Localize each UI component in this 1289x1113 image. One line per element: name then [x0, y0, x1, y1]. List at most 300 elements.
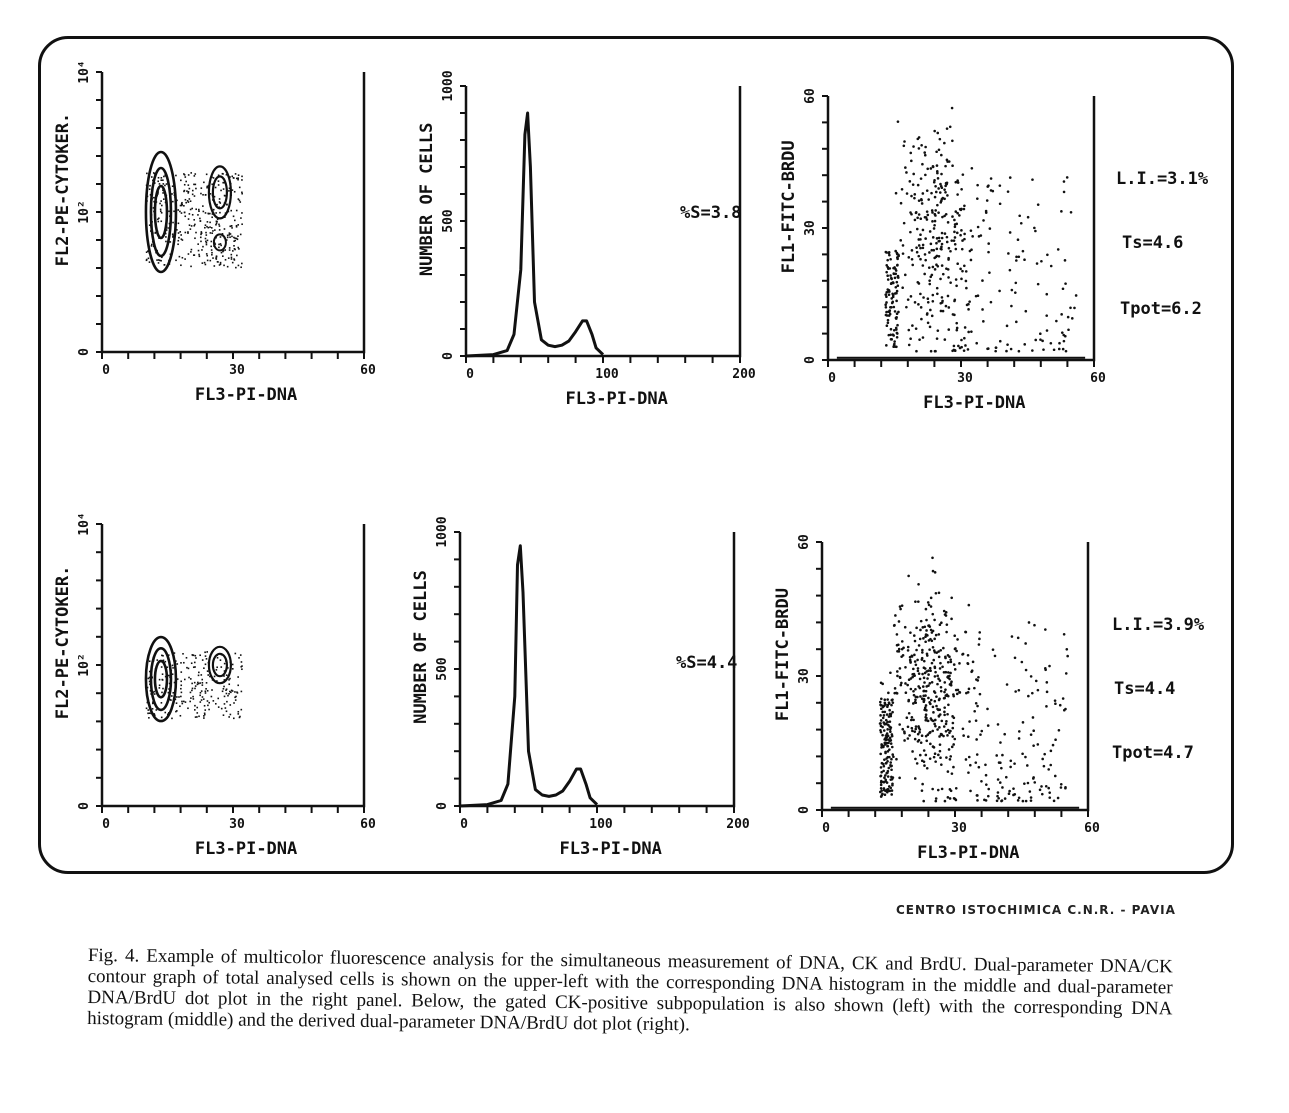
brdu-dot: [927, 673, 930, 676]
brdu-dot: [956, 693, 959, 696]
brdu-dot: [1032, 744, 1035, 747]
x-tick-label: 200: [726, 817, 750, 832]
brdu-dot: [890, 765, 893, 768]
brdu-dot: [915, 649, 918, 652]
contour-dot: [233, 215, 235, 217]
brdu-dot: [907, 726, 910, 729]
brdu-dot: [931, 662, 934, 665]
x-axis-label: FL3-PI-DNA: [923, 393, 1026, 413]
brdu-dot: [923, 151, 926, 154]
brdu-dot: [893, 340, 896, 343]
contour-dot: [148, 678, 150, 680]
contour-dot: [211, 241, 213, 243]
x-axis-label: FL3-PI-DNA: [194, 385, 298, 405]
brdu-dot: [1054, 699, 1057, 702]
brdu-dot: [1061, 331, 1064, 334]
brdu-dot: [1027, 695, 1030, 698]
brdu-dot: [891, 733, 894, 736]
brdu-dot: [952, 313, 955, 316]
brdu-dot: [923, 699, 926, 702]
brdu-dot: [935, 191, 938, 194]
contour-dot: [217, 261, 219, 263]
brdu-dot: [913, 634, 916, 637]
brdu-dot: [1064, 787, 1067, 790]
contour-dot: [149, 712, 151, 714]
brdu-dot: [1063, 180, 1066, 183]
brdu-dot: [915, 211, 918, 214]
brdu-dot: [930, 605, 933, 608]
brdu-dot: [923, 626, 926, 629]
brdu-dot: [1062, 697, 1065, 700]
brdu-dot: [921, 783, 924, 786]
contour-dot: [226, 688, 228, 690]
brdu-dot: [971, 669, 974, 672]
brdu-dot: [925, 709, 928, 712]
brdu-dot: [1054, 702, 1057, 705]
contour-dot: [172, 665, 174, 667]
contour-dot: [205, 238, 207, 240]
brdu-dot: [1007, 190, 1010, 193]
brdu-dot: [978, 235, 981, 238]
brdu-dot: [1015, 259, 1018, 262]
brdu-dot: [1030, 733, 1033, 736]
brdu-dot: [887, 278, 890, 281]
brdu-dot: [1031, 178, 1034, 181]
contour-dot: [211, 216, 213, 218]
contour-dot: [190, 209, 192, 211]
brdu-dot: [919, 233, 922, 236]
brdu-dot: [974, 761, 977, 764]
contour-dot: [159, 684, 161, 686]
brdu-dot: [917, 600, 920, 603]
brdu-dot: [955, 650, 958, 653]
brdu-dot: [939, 679, 942, 682]
brdu-dot: [987, 242, 990, 245]
brdu-dot: [943, 142, 946, 145]
brdu-dot: [935, 705, 938, 708]
brdu-dot: [968, 756, 971, 759]
brdu-dot: [934, 760, 937, 763]
brdu-dot: [931, 631, 934, 634]
brdu-dot: [934, 185, 937, 188]
brdu-dot: [935, 242, 938, 245]
brdu-dot: [996, 799, 999, 802]
brdu-dot: [1028, 621, 1031, 624]
x-axis-label: FL3-PI-DNA: [559, 839, 662, 859]
y-tick-label: 10²: [77, 200, 92, 224]
brdu-dot: [1047, 787, 1050, 790]
brdu-dot: [928, 266, 931, 269]
contour-dot: [152, 708, 154, 710]
contour-dot: [200, 241, 202, 243]
brdu-dot: [915, 246, 918, 249]
brdu-dot: [937, 187, 940, 190]
brdu-dot: [922, 244, 925, 247]
brdu-dot: [920, 144, 923, 147]
brdu-dot: [889, 787, 892, 790]
brdu-dot: [946, 236, 949, 239]
brdu-dot: [886, 288, 889, 291]
contour-dot: [235, 267, 237, 269]
contour-dot: [160, 211, 162, 213]
brdu-dot: [884, 751, 887, 754]
brdu-dot: [1049, 764, 1052, 767]
brdu-dot: [918, 199, 921, 202]
brdu-dot: [949, 126, 952, 129]
contour-dot: [176, 696, 178, 698]
brdu-dot: [1015, 321, 1018, 324]
contour-dot: [218, 184, 220, 186]
contour-dot: [227, 266, 229, 268]
brdu-dot: [934, 209, 937, 212]
contour-dot: [215, 703, 217, 705]
brdu-dot: [884, 711, 887, 714]
brdu-dot: [958, 691, 961, 694]
contour-dot: [179, 256, 181, 258]
brdu-dot: [906, 684, 909, 687]
brdu-dot: [907, 329, 910, 332]
brdu-dot: [907, 646, 910, 649]
brdu-dot: [883, 705, 886, 708]
x-tick-label: 60: [360, 817, 376, 832]
brdu-dot: [1046, 691, 1049, 694]
brdu-dot: [1037, 203, 1040, 206]
contour-dot: [184, 212, 186, 214]
contour-dot: [231, 236, 233, 238]
brdu-dot: [965, 758, 968, 761]
brdu-dot: [924, 253, 927, 256]
contour-dot: [220, 666, 222, 668]
brdu-dot: [913, 193, 916, 196]
brdu-dot: [889, 730, 892, 733]
contour-dot: [177, 243, 179, 245]
brdu-dot: [884, 778, 887, 781]
brdu-dot: [975, 678, 978, 681]
contour-dot: [234, 220, 236, 222]
contour-dot: [219, 225, 221, 227]
brdu-dot: [990, 189, 993, 192]
brdu-dot: [892, 776, 895, 779]
brdu-dot: [914, 698, 917, 701]
brdu-dot: [932, 300, 935, 303]
x-tick-label: 0: [102, 363, 110, 378]
brdu-dot: [1067, 328, 1070, 331]
y-tick-label: 60: [797, 534, 812, 550]
contour-dot: [157, 221, 159, 223]
brdu-dot: [1017, 238, 1020, 241]
annotation-label: %S=4.4: [676, 653, 738, 673]
contour-dot: [231, 227, 233, 229]
brdu-dot: [887, 321, 890, 324]
brdu-dot: [920, 741, 923, 744]
x-tick-label: 100: [589, 817, 613, 832]
contour-dot: [165, 236, 167, 238]
brdu-dot: [945, 305, 948, 308]
brdu-dot: [947, 295, 950, 298]
brdu-dot: [947, 276, 950, 279]
x-tick-label: 0: [828, 371, 836, 386]
brdu-dot: [910, 688, 913, 691]
contour-dot: [186, 667, 188, 669]
contour-dot: [228, 190, 230, 192]
contour-dot: [237, 247, 239, 249]
brdu-dot: [888, 725, 891, 728]
brdu-dot: [880, 795, 883, 798]
contour-dot: [159, 679, 161, 681]
brdu-dot: [1000, 767, 1003, 770]
brdu-dot: [880, 784, 883, 787]
brdu-dot: [946, 127, 949, 130]
contour-dot: [211, 696, 213, 698]
brdu-dot: [953, 231, 956, 234]
contour-dot: [203, 667, 205, 669]
brdu-dot: [880, 681, 883, 684]
contour-dot: [189, 213, 191, 215]
contour-dot: [239, 200, 241, 202]
brdu-dot: [887, 692, 890, 695]
brdu-dot: [1034, 230, 1037, 233]
brdu-dot: [924, 694, 927, 697]
brdu-dot: [939, 756, 942, 759]
contour-dot: [237, 676, 239, 678]
brdu-dot: [948, 247, 951, 250]
brdu-dot: [927, 297, 930, 300]
brdu-dot: [927, 697, 930, 700]
contour-dot: [232, 262, 234, 264]
brdu-dot: [939, 278, 942, 281]
contour-dot: [184, 258, 186, 260]
brdu-dot: [915, 725, 918, 728]
brdu-dot: [1009, 766, 1012, 769]
contour-dot: [164, 185, 166, 187]
contour-dot: [223, 688, 225, 690]
brdu-dot: [911, 324, 914, 327]
brdu-dot: [1006, 325, 1009, 328]
brdu-dot: [938, 726, 941, 729]
brdu-dot: [952, 695, 955, 698]
brdu-dot: [943, 188, 946, 191]
contour-dot: [184, 176, 186, 178]
brdu-dot: [934, 350, 937, 353]
brdu-dot: [1062, 348, 1065, 351]
brdu-dot: [879, 701, 882, 704]
brdu-dot: [880, 697, 883, 700]
brdu-dot: [911, 750, 914, 753]
contour-dot: [167, 227, 169, 229]
brdu-dot: [1005, 776, 1008, 779]
brdu-dot: [921, 734, 924, 737]
brdu-dot: [880, 766, 883, 769]
brdu-dot: [947, 328, 950, 331]
brdu-dot: [904, 682, 907, 685]
contour-dot: [158, 262, 160, 264]
brdu-dot: [918, 244, 921, 247]
brdu-dot: [947, 257, 950, 260]
brdu-dot: [978, 766, 981, 769]
brdu-dot: [906, 716, 909, 719]
brdu-dot: [1014, 291, 1017, 294]
brdu-dot: [915, 663, 918, 666]
contour-dot: [194, 655, 196, 657]
contour-dot: [207, 213, 209, 215]
brdu-dot: [933, 227, 936, 230]
contour-dot: [181, 701, 183, 703]
brdu-dot: [921, 673, 924, 676]
contour-dot: [237, 685, 239, 687]
contour-dot: [224, 703, 226, 705]
brdu-dot: [933, 690, 936, 693]
brdu-dot: [1063, 709, 1066, 712]
contour-dot: [189, 224, 191, 226]
brdu-dot: [943, 725, 946, 728]
contour-dot: [211, 249, 213, 251]
brdu-dot: [913, 730, 916, 733]
contour-dot: [238, 657, 240, 659]
brdu-dot: [949, 672, 952, 675]
brdu-dot: [911, 264, 914, 267]
contour-dot: [228, 693, 230, 695]
brdu-dot: [893, 273, 896, 276]
brdu-dot: [957, 345, 960, 348]
contour-dot: [195, 232, 197, 234]
brdu-dot: [907, 649, 910, 652]
contour-dot: [181, 212, 183, 214]
brdu-dot: [912, 719, 915, 722]
brdu-dot: [890, 328, 893, 331]
contour-dot: [202, 262, 204, 264]
brdu-dot: [941, 734, 944, 737]
brdu-dot: [942, 273, 945, 276]
brdu-dot: [919, 687, 922, 690]
brdu-dot: [960, 209, 963, 212]
contour-dot: [200, 692, 202, 694]
contour-dot: [225, 259, 227, 261]
brdu-dot: [1006, 343, 1009, 346]
brdu-dot: [929, 731, 932, 734]
brdu-dot: [977, 676, 980, 679]
brdu-dot: [912, 702, 915, 705]
contour-dot: [195, 188, 197, 190]
contour-dot: [231, 258, 233, 260]
brdu-dot: [889, 671, 892, 674]
contour-dot: [218, 180, 220, 182]
brdu-dot: [967, 663, 970, 666]
y-axis-label: FL2-PE-CYTOKER.: [53, 565, 73, 720]
contour-dot: [185, 199, 187, 201]
annotation-label: Tpot=6.2: [1120, 299, 1202, 319]
contour-dot: [151, 245, 153, 247]
brdu-dot: [922, 247, 925, 250]
brdu-dot: [936, 132, 939, 135]
brdu-dot: [995, 754, 998, 757]
brdu-dot: [885, 722, 888, 725]
contour-dot: [176, 702, 178, 704]
brdu-dot: [880, 781, 883, 784]
brdu-dot: [900, 655, 903, 658]
contour-dot: [220, 659, 222, 661]
brdu-dot: [923, 749, 926, 752]
brdu-dot: [901, 188, 904, 191]
brdu-dot: [939, 662, 942, 665]
brdu-dot: [962, 173, 965, 176]
brdu-dot: [899, 605, 902, 608]
panel-upper-left: [53, 60, 376, 405]
brdu-dot: [931, 315, 934, 318]
contour-dot: [200, 220, 202, 222]
brdu-dot: [998, 290, 1001, 293]
contour-dot: [190, 266, 192, 268]
brdu-dot: [896, 284, 899, 287]
brdu-dot: [936, 675, 939, 678]
brdu-dot: [967, 654, 970, 657]
contour-dot: [171, 695, 173, 697]
brdu-dot: [930, 629, 933, 632]
brdu-dot: [941, 243, 944, 246]
brdu-dot: [1048, 791, 1051, 794]
contour-dot: [199, 695, 201, 697]
brdu-dot: [1037, 283, 1040, 286]
contour-dot: [197, 214, 199, 216]
contour-dot: [204, 651, 206, 653]
brdu-dot: [921, 649, 924, 652]
brdu-dot: [896, 650, 899, 653]
contour-dot: [210, 232, 212, 234]
contour-dot: [218, 224, 220, 226]
brdu-dot: [1033, 227, 1036, 230]
contour-dot: [226, 701, 228, 703]
brdu-dot: [937, 754, 940, 757]
contour-dot: [198, 210, 200, 212]
contour-dot: [192, 214, 194, 216]
brdu-dot: [1027, 216, 1030, 219]
contour-dot: [185, 701, 187, 703]
brdu-dot: [925, 633, 928, 636]
brdu-dot: [944, 232, 947, 235]
contour-dot: [197, 243, 199, 245]
brdu-dot: [886, 781, 889, 784]
contour-dot: [162, 183, 164, 185]
contour-dot: [160, 200, 162, 202]
brdu-dot: [940, 310, 943, 313]
brdu-dot: [979, 733, 982, 736]
brdu-dot: [944, 656, 947, 659]
brdu-dot: [894, 614, 897, 617]
brdu-dot: [963, 238, 966, 241]
contour-dot: [201, 699, 203, 701]
brdu-dot: [885, 314, 888, 317]
brdu-dot: [949, 755, 952, 758]
contour-dot: [168, 210, 170, 212]
contour-dot: [149, 188, 151, 190]
brdu-dot: [887, 750, 890, 753]
brdu-dot: [965, 270, 968, 273]
contour-dot: [205, 232, 207, 234]
contour-dot: [154, 232, 156, 234]
contour-dot: [234, 191, 236, 193]
contour-dot: [206, 651, 208, 653]
brdu-dot: [987, 795, 990, 798]
brdu-dot: [931, 211, 934, 214]
brdu-dot: [895, 758, 898, 761]
contour-dot: [235, 173, 237, 175]
brdu-dot: [914, 758, 917, 761]
brdu-dot: [892, 294, 895, 297]
contour-dot: [175, 175, 177, 177]
brdu-dot: [1045, 785, 1048, 788]
y-tick-label: 1000: [441, 70, 456, 102]
brdu-dot: [920, 199, 923, 202]
brdu-dot: [896, 336, 899, 339]
